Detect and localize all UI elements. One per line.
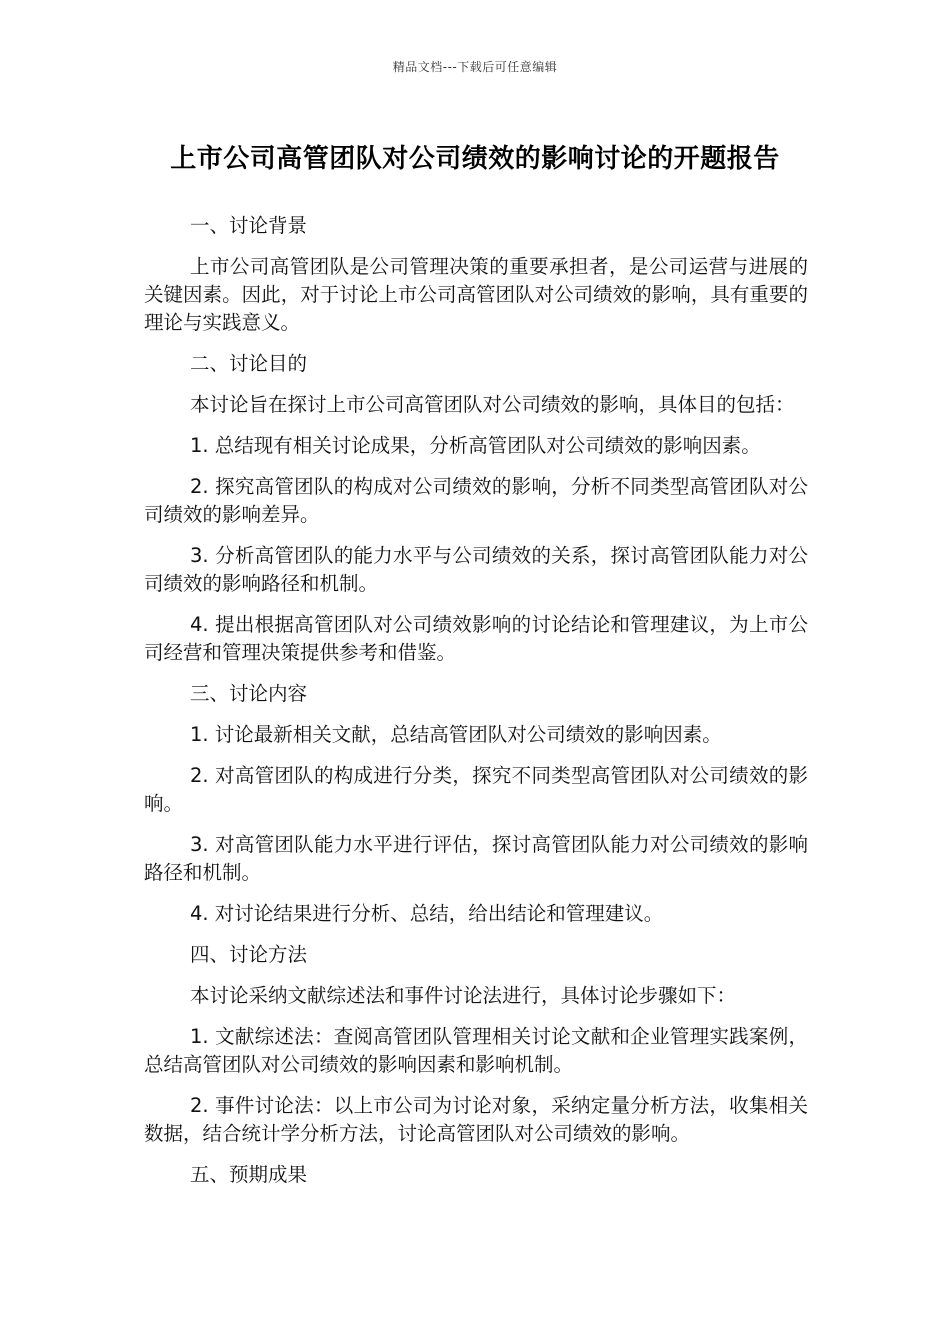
list-item: 1. 文献综述法：查阅高管团队管理相关讨论文献和企业管理实践案例，总结高管团队对公司绩效的影响因素和影响机制。	[144, 1025, 808, 1076]
paragraph: 本讨论采纳文献综述法和事件讨论法进行，具体讨论步骤如下：	[190, 984, 737, 1007]
list-item: 1. 总结现有相关讨论成果，分析高管团队对公司绩效的影响因素。	[190, 434, 761, 457]
section-heading-method: 四、讨论方法	[190, 943, 308, 966]
header-note: 精品文档---下载后可任意编辑	[392, 60, 558, 74]
list-item: 4. 提出根据高管团队对公司绩效影响的讨论结论和管理建议，为上市公司经营和管理决策提供参考和借鉴。	[144, 613, 808, 664]
list-item: 4. 对讨论结果进行分析、总结，给出结论和管理建议。	[190, 902, 664, 925]
section-heading-background: 一、讨论背景	[190, 214, 308, 237]
paragraph: 本讨论旨在探讨上市公司高管团队对公司绩效的影响，具体目的包括：	[190, 393, 795, 416]
section-heading-content: 三、讨论内容	[190, 682, 308, 705]
list-item: 3. 分析高管团队的能力水平与公司绩效的关系，探讨高管团队能力对公司绩效的影响路径和机制。	[144, 544, 808, 595]
list-item: 2. 事件讨论法：以上市公司为讨论对象，采纳定量分析方法，收集相关数据，结合统计学分析方法，讨论高管团队对公司绩效的影响。	[144, 1094, 808, 1145]
list-item: 3. 对高管团队能力水平进行评估，探讨高管团队能力对公司绩效的影响路径和机制。	[144, 833, 808, 884]
document-body	[144, 212, 808, 1202]
list-item: 2. 探究高管团队的构成对公司绩效的影响，分析不同类型高管团队对公司绩效的影响差异。	[144, 475, 808, 526]
list-item: 2. 对高管团队的构成进行分类，探究不同类型高管团队对公司绩效的影响。	[144, 764, 808, 815]
document-title: 上市公司高管团队对公司绩效的影响讨论的开题报告	[170, 144, 780, 174]
list-item: 1. 讨论最新相关文献，总结高管团队对公司绩效的影响因素。	[190, 723, 722, 746]
section-heading-expected-results: 五、预期成果	[190, 1163, 308, 1186]
paragraph: 上市公司高管团队是公司管理决策的重要承担者，是公司运营与进展的关键因素。因此，对于讨论上市公司高管团队对公司绩效的影响，具有重要的理论与实践意义。	[144, 255, 808, 334]
section-heading-purpose: 二、讨论目的	[190, 352, 308, 375]
